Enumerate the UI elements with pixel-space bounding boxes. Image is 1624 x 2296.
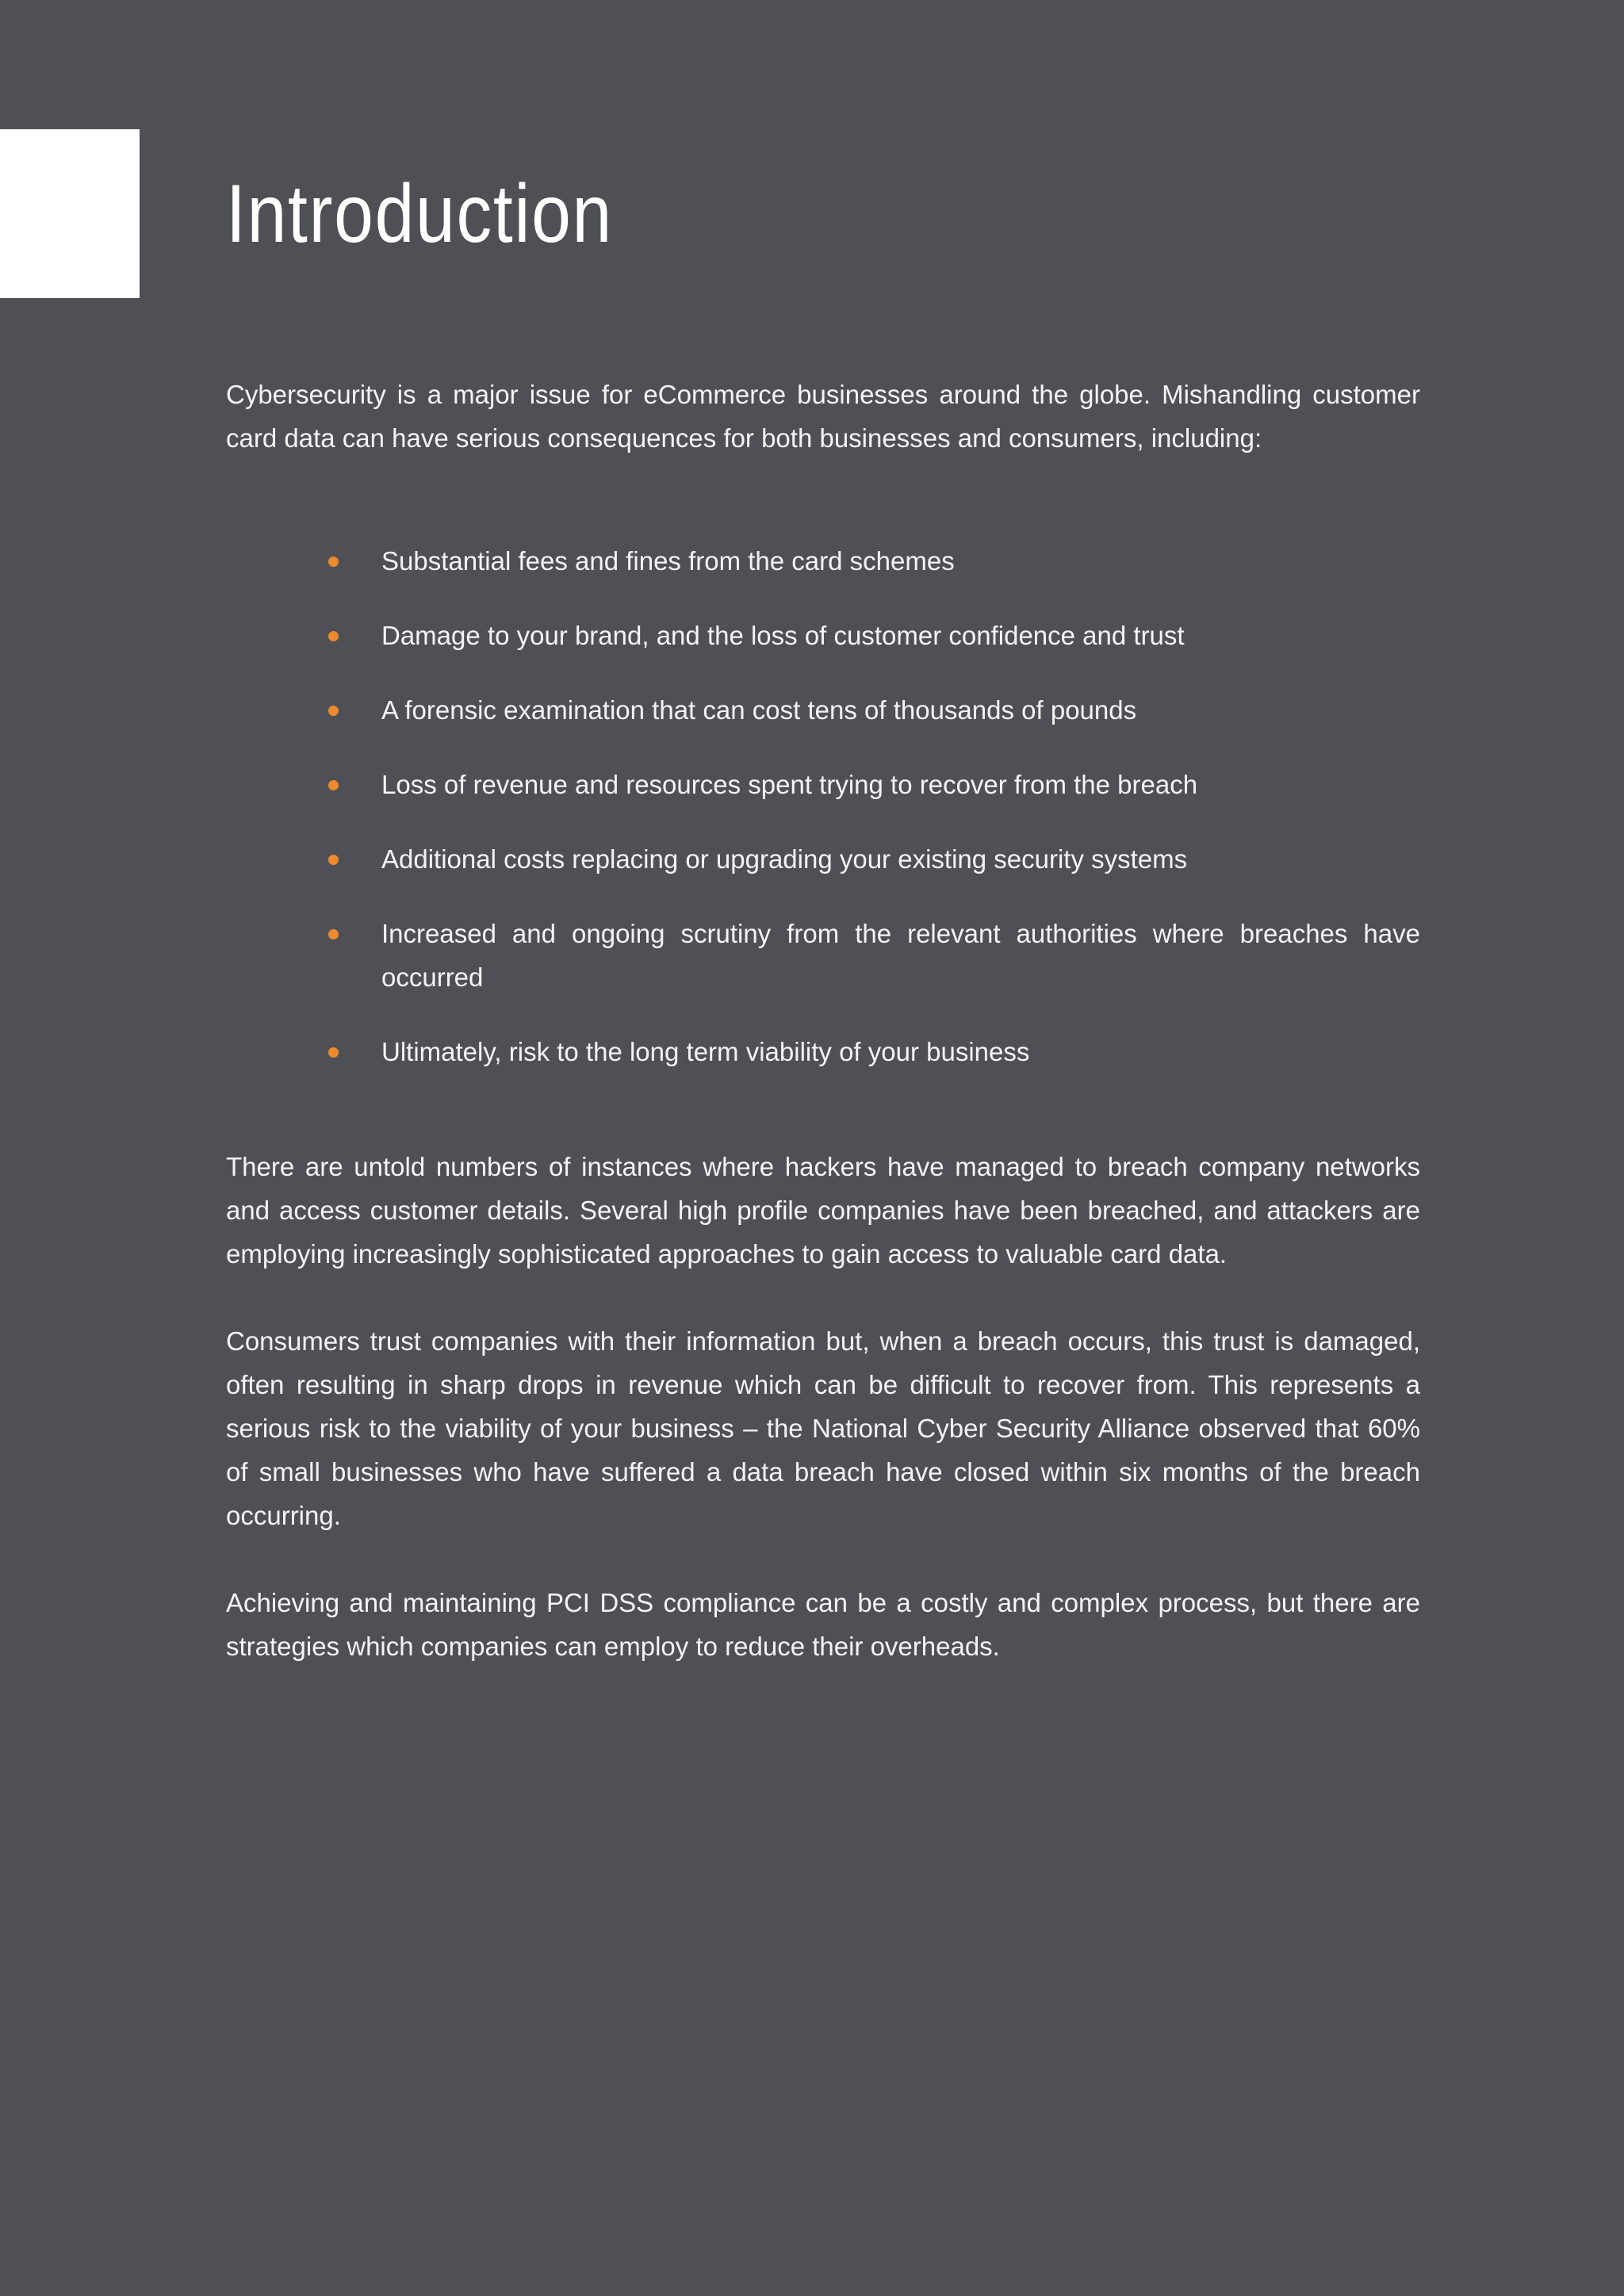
list-item-text: Increased and ongoing scrutiny from the relevant authorities where breaches have occurred (381, 919, 1420, 992)
body-paragraph-breaches: There are untold numbers of instances where hackers have managed to breach company networks and access customer details. Several high profile companies have been breached, and attackers are employing increasingly sophisticated approaches to gain access to valuable card data. (226, 1152, 1420, 1269)
list-item-text: Substantial fees and fines from the card schemes (381, 546, 955, 576)
list-item-text: A forensic examination that can cost tens of thousands of pounds (381, 695, 1137, 725)
bullet-dot-icon (328, 557, 339, 567)
bullet-dot-icon (328, 929, 339, 939)
list-item (381, 614, 1420, 657)
list-item-text: Loss of revenue and resources spent trying to recover from the breach (381, 770, 1198, 799)
bullet-dot-icon (328, 1047, 339, 1058)
consequences-list (226, 539, 1420, 1073)
body-paragraph-pci-dss: Achieving and maintaining PCI DSS compliance can be a costly and complex process, but there are strategies which companies can employ to reduce their overheads. (226, 1588, 1420, 1661)
list-item (381, 912, 1420, 999)
side-accent-block (0, 129, 140, 298)
bullet-dot-icon (328, 706, 339, 716)
intro-paragraph: Cybersecurity is a major issue for eCommerce businesses around the globe. Mishandling customer card data can have serious consequences for both businesses and consumers, including: (226, 380, 1420, 453)
page-title: Introduction (226, 168, 614, 260)
list-item (381, 763, 1420, 806)
list-item-text: Additional costs replacing or upgrading your existing security systems (381, 844, 1188, 874)
list-item (381, 1030, 1420, 1073)
list-item (381, 837, 1420, 881)
list-item-text: Damage to your brand, and the loss of customer confidence and trust (381, 621, 1185, 650)
bullet-dot-icon (328, 855, 339, 865)
list-item (381, 688, 1420, 732)
bullet-dot-icon (328, 780, 339, 790)
body-paragraph-consumer-trust: Consumers trust companies with their information but, when a breach occurs, this trust is damaged, often resulting in sharp drops in revenue which can be difficult to recover from. This represents a serious risk to the viability of your business – the National Cyber Security Alliance observed that 60% of small businesses who have suffered a data breach have closed within six months of the breach occurring. (226, 1326, 1420, 1530)
list-item-text: Ultimately, risk to the long term viability of your business (381, 1037, 1030, 1066)
page-content (226, 373, 1420, 1668)
list-item (381, 539, 1420, 583)
bullet-dot-icon (328, 631, 339, 641)
